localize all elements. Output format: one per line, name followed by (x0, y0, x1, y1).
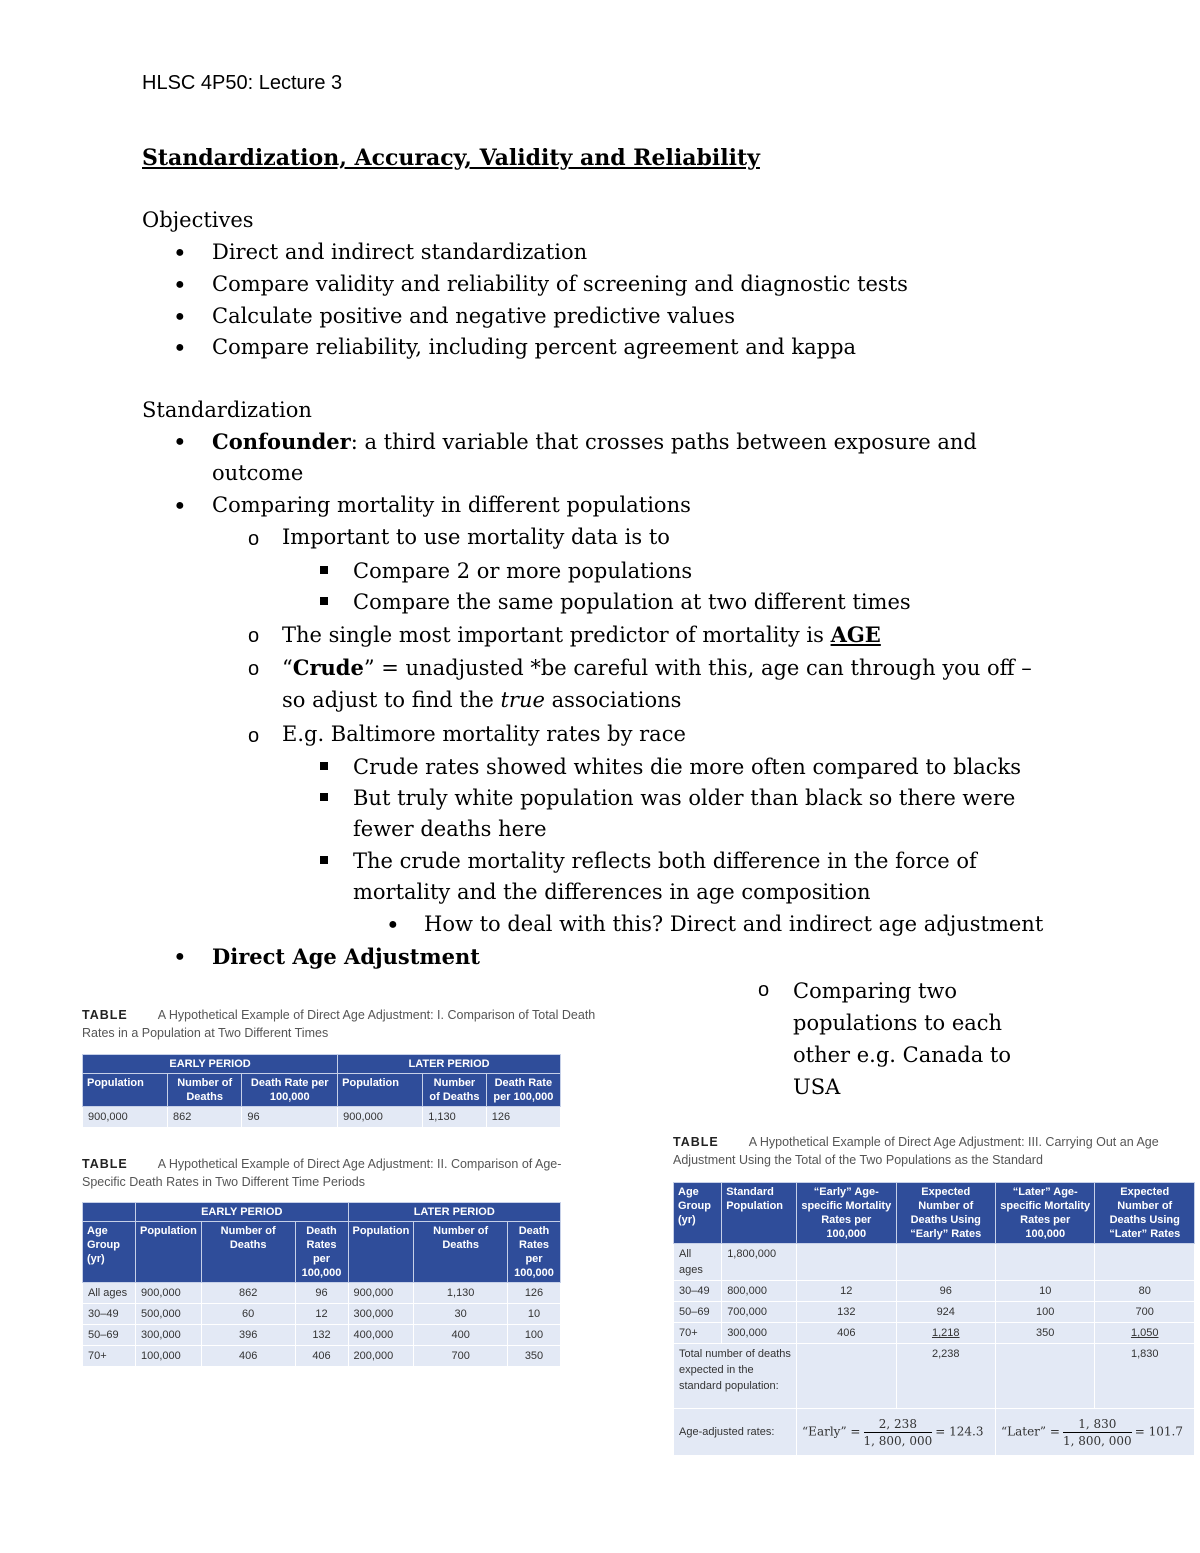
denominator: 1, 800, 000 (863, 1433, 933, 1448)
crude-open-quote: “ (282, 656, 293, 680)
column-header: Population (348, 1222, 414, 1283)
table-cell: 900,000 (136, 1283, 202, 1304)
objectives-heading: Objectives (142, 208, 254, 232)
confounder-text-line2: outcome (212, 461, 304, 485)
table-cell: 30 (414, 1304, 508, 1325)
table-cell: 1,050 (1095, 1323, 1195, 1344)
table-cell: 1,130 (414, 1283, 508, 1304)
table-row (674, 1323, 1195, 1344)
table-cell: 60 (201, 1304, 295, 1325)
table-cell: 300,000 (348, 1304, 414, 1325)
table3-caption (673, 1133, 1159, 1169)
column-header: Number of Deaths (168, 1074, 242, 1107)
table-cell: 350 (995, 1323, 1094, 1344)
table-label: TABLE (673, 1135, 719, 1149)
crude-term: Crude (292, 655, 364, 680)
table-cell (995, 1244, 1094, 1281)
table-cell: 80 (1095, 1281, 1195, 1302)
table-cell (896, 1244, 995, 1281)
column-header: Death Rate per 100,000 (486, 1074, 560, 1107)
column-header: Number of Deaths (423, 1074, 487, 1107)
bullet-icon: ● (175, 308, 185, 325)
table-cell: 126 (486, 1107, 560, 1128)
column-header: Age Group (yr) (674, 1183, 722, 1244)
table-cell: 1,218 (896, 1323, 995, 1344)
formula-label: “Later” = (1000, 1423, 1060, 1438)
later-period-header: LATER PERIOD (348, 1203, 561, 1222)
table-cell: 1,130 (423, 1107, 487, 1128)
table-cell: 132 (295, 1325, 348, 1346)
table1-caption (82, 1006, 595, 1042)
numerator: 1, 830 (1063, 1416, 1132, 1433)
column-header: Expected Number of Deaths Using “Later” Rates (1095, 1183, 1195, 1244)
table-row (83, 1346, 561, 1367)
table-cell: 100,000 (136, 1346, 202, 1367)
denominator: 1, 800, 000 (1062, 1433, 1132, 1448)
table-cell: All ages (83, 1283, 136, 1304)
standardization-heading: Standardization (142, 398, 312, 422)
column-header: Population (83, 1074, 168, 1107)
formula-result: = 101.7 (1134, 1423, 1183, 1438)
bullet-icon: ● (175, 433, 185, 450)
table2 (82, 1202, 561, 1367)
example-sub-item-line2: fewer deaths here (353, 817, 547, 841)
crude-item (282, 655, 1032, 680)
example-item: E.g. Baltimore mortality rates by race (282, 722, 686, 746)
square-bullet-icon (320, 856, 328, 864)
bullet-icon: ● (388, 916, 398, 933)
caption-text: Specific Death Rates in Two Different Time Periods (82, 1175, 366, 1189)
table-cell: 96 (896, 1281, 995, 1302)
column-header: Population (338, 1074, 423, 1107)
formula-label: “Early” = (802, 1423, 861, 1438)
table-cell: 924 (896, 1302, 995, 1323)
square-bullet-icon (320, 566, 328, 574)
table-cell: 700 (414, 1346, 508, 1367)
table-cell: 300,000 (722, 1323, 797, 1344)
example-sub-item: The crude mortality reflects both difference in the force of (353, 849, 977, 873)
table-cell: 70+ (674, 1323, 722, 1344)
table-cell: 100 (508, 1325, 561, 1346)
table-cell: 862 (168, 1107, 242, 1128)
bullet-icon: ● (175, 497, 185, 514)
column-header: Expected Number of Deaths Using “Early” Rates (896, 1183, 995, 1244)
table-cell: 900,000 (348, 1283, 414, 1304)
table-cell: 406 (201, 1346, 295, 1367)
table-row (674, 1244, 1195, 1281)
table-row (83, 1304, 561, 1325)
confounder-term: Confounder (212, 429, 351, 454)
table-row (83, 1283, 561, 1304)
table-cell: 300,000 (136, 1325, 202, 1346)
crude-text: ” = unadjusted *be careful with this, age can through you off – (363, 656, 1032, 680)
later-adjusted-rate (995, 1409, 1194, 1456)
confounder-text: : a third variable that crosses paths between exposure and (350, 430, 977, 454)
circle-bullet-icon: o (248, 658, 260, 680)
table-cell: 900,000 (338, 1107, 423, 1128)
table-cell: 30–49 (83, 1304, 136, 1325)
square-bullet-icon (320, 762, 328, 770)
circle-bullet-icon: o (248, 528, 260, 550)
early-period-header: EARLY PERIOD (136, 1203, 349, 1222)
table-label: TABLE (82, 1008, 128, 1022)
table-row (674, 1302, 1195, 1323)
table-label: TABLE (82, 1157, 128, 1171)
list-item: Compare reliability, including percent agreement and kappa (212, 335, 857, 359)
table-cell: 1,800,000 (722, 1244, 797, 1281)
list-item: Direct and indirect standardization (212, 240, 588, 264)
predictor-item (282, 622, 881, 647)
table-row (83, 1107, 561, 1128)
side-note (793, 975, 1011, 1103)
example-deep-item: How to deal with this? Direct and indirect age adjustment (424, 912, 1044, 936)
list-item: Calculate positive and negative predictive values (212, 304, 736, 328)
direct-age-adjustment: Direct Age Adjustment (212, 944, 480, 969)
table3 (673, 1182, 1195, 1456)
table-cell: 96 (295, 1283, 348, 1304)
table-row (674, 1281, 1195, 1302)
numerator: 2, 238 (864, 1416, 933, 1433)
table-cell: 400,000 (348, 1325, 414, 1346)
column-header: Number of Deaths (201, 1222, 295, 1283)
bullet-icon: ● (175, 276, 185, 293)
table-cell: 12 (797, 1281, 896, 1302)
crude-text-a: so adjust to find the (282, 688, 501, 712)
fraction (864, 1416, 933, 1449)
crude-item-line2 (282, 688, 681, 712)
table-cell: 30–49 (674, 1281, 722, 1302)
table-cell: 900,000 (83, 1107, 168, 1128)
table-cell (797, 1244, 896, 1281)
column-header: Age Group (yr) (83, 1222, 136, 1283)
formula-result: = 124.3 (935, 1423, 984, 1438)
column-header: “Later” Age-specific Mortality Rates per 100,000 (995, 1183, 1094, 1244)
table-cell: 12 (295, 1304, 348, 1325)
table-cell: 406 (797, 1323, 896, 1344)
crude-text-b: associations (544, 688, 682, 712)
table-cell: 400 (414, 1325, 508, 1346)
compare-item: Compare 2 or more populations (353, 559, 693, 583)
column-header: Death Rates per 100,000 (295, 1222, 348, 1283)
circle-bullet-icon: o (758, 979, 770, 1001)
column-header: Death Rate per 100,000 (242, 1074, 338, 1107)
adjusted-label: Age-adjusted rates: (674, 1409, 797, 1456)
caption-text: Rates in a Population at Two Different Times (82, 1026, 329, 1040)
table-cell: 862 (201, 1283, 295, 1304)
side-note-line: populations to each (793, 1011, 1003, 1035)
table2-caption (82, 1155, 561, 1191)
table-cell: 132 (797, 1302, 896, 1323)
total-later: 1,830 (1095, 1344, 1195, 1409)
later-period-header: LATER PERIOD (338, 1055, 561, 1074)
fraction (1063, 1416, 1132, 1449)
table-cell: 800,000 (722, 1281, 797, 1302)
side-note-line: Comparing two (793, 979, 958, 1003)
total-early: 2,238 (896, 1344, 995, 1409)
circle-bullet-icon: o (248, 625, 260, 647)
table-cell: 396 (201, 1325, 295, 1346)
caption-text: Adjustment Using the Total of the Two Populations as the Standard (673, 1153, 1043, 1167)
column-header: “Early” Age-specific Mortality Rates per 100,000 (797, 1183, 896, 1244)
age-emphasis: AGE (830, 622, 881, 647)
table-cell: 126 (508, 1283, 561, 1304)
caption-text: A Hypothetical Example of Direct Age Adjustment: II. Comparison of Age- (157, 1157, 562, 1171)
bullet-icon: ● (175, 244, 185, 261)
caption-text: A Hypothetical Example of Direct Age Adjustment: III. Carrying Out an Age (748, 1135, 1159, 1149)
table-cell: All ages (674, 1244, 722, 1281)
table-cell: 96 (242, 1107, 338, 1128)
square-bullet-icon (320, 793, 328, 801)
square-bullet-icon (320, 597, 328, 605)
early-adjusted-rate (797, 1409, 996, 1456)
compare-item: Compare the same population at two different times (353, 590, 911, 614)
true-emphasis: true (500, 688, 545, 712)
table-row (83, 1325, 561, 1346)
column-header: Population (136, 1222, 202, 1283)
column-header: Death Rates per 100,000 (508, 1222, 561, 1283)
list-item: Compare validity and reliability of screening and diagnostic tests (212, 272, 908, 296)
page-header: HLSC 4P50: Lecture 3 (142, 72, 343, 94)
bullet-icon: ● (175, 339, 185, 356)
predictor-text: The single most important predictor of mortality is (282, 623, 831, 647)
confounder-definition (212, 429, 977, 454)
early-period-header: EARLY PERIOD (83, 1055, 338, 1074)
example-sub-item: Crude rates showed whites die more often compared to blacks (353, 755, 1022, 779)
table-cell: 50–69 (674, 1302, 722, 1323)
side-note-line: USA (793, 1075, 841, 1099)
column-header: Standard Population (722, 1183, 797, 1244)
example-sub-item-line2: mortality and the differences in age composition (353, 880, 871, 904)
table-cell: 700,000 (722, 1302, 797, 1323)
circle-bullet-icon: o (248, 725, 260, 747)
bullet-icon: ● (175, 948, 185, 965)
page-title: Standardization, Accuracy, Validity and Reliability (142, 145, 760, 171)
table-row (674, 1344, 1195, 1409)
table-cell: 500,000 (136, 1304, 202, 1325)
table1 (82, 1054, 561, 1128)
column-header: Number of Deaths (414, 1222, 508, 1283)
table-cell: 70+ (83, 1346, 136, 1367)
table-cell: 10 (995, 1281, 1094, 1302)
side-note-line: other e.g. Canada to (793, 1043, 1011, 1067)
table-cell: 50–69 (83, 1325, 136, 1346)
table-cell: 406 (295, 1346, 348, 1367)
important-item: Important to use mortality data is to (282, 525, 670, 549)
table-cell: 10 (508, 1304, 561, 1325)
example-sub-item: But truly white population was older than black so there were (353, 786, 1016, 810)
comparing-item: Comparing mortality in different populations (212, 493, 691, 517)
table-cell: 200,000 (348, 1346, 414, 1367)
table-cell: 700 (1095, 1302, 1195, 1323)
table-cell: 100 (995, 1302, 1094, 1323)
total-label: Total number of deaths expected in the standard population: (674, 1344, 797, 1409)
table-cell: 350 (508, 1346, 561, 1367)
caption-text: A Hypothetical Example of Direct Age Adjustment: I. Comparison of Total Death (157, 1008, 596, 1022)
table-cell (1095, 1244, 1195, 1281)
table-row (674, 1409, 1195, 1456)
